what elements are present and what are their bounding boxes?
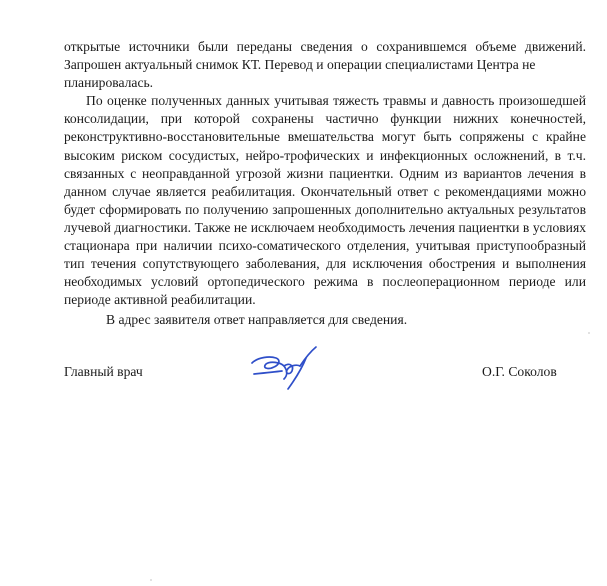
paragraph-notice: В адрес заявителя ответ направляется для сведения. xyxy=(106,312,408,328)
paragraph-continuation-tail: планировалась. xyxy=(64,75,154,91)
paragraph-assessment: По оценке полученных данных учитывая тяжесть травмы и давность произошедшей консолидации, при которой сохранены частично функции нижних конечностей, реконструктивно-восстановительные вмешательства могут быть сопряжены с крайне высоким риском сосудистых, нейро-трофических и инфекционных осложнений, в т.ч. связанных с неоправданной угрозой жизни пациентки. Одним из вариантов лечения в данном случае является реабилитация. Окончательный ответ с рекомендациями можно будет сформировать по получению запрошенных дополнительно актуальных результатов лучевой диагностики. Также не исключаем необходимость лечения пациентки в условиях стационара при наличии психо-соматического отделения, учитывая приступообразный тип течения сопутствующего заболевания, для исключения обострения и выполнения необходимых условий ортопедического режима в послеоперационном периоде или периоде активной реабилитации. xyxy=(64,93,586,308)
handwritten-signature xyxy=(248,344,328,392)
signature-stroke-rise xyxy=(300,347,316,366)
signature-stroke-underline xyxy=(254,371,282,374)
paragraph-continuation-text: открытые источники были переданы сведения о сохранившемся объеме движений. Запрошен актуальный снимок КТ. Перевод и операции специалистами Центра не xyxy=(64,39,586,73)
signer-name: О.Г. Соколов xyxy=(482,364,557,379)
scan-speck xyxy=(588,332,590,334)
signature-stroke-main xyxy=(252,357,287,379)
signer-position: Главный врач xyxy=(64,364,143,379)
document-body xyxy=(64,38,586,330)
scan-speck xyxy=(150,579,152,581)
paragraph-continuation xyxy=(64,38,586,92)
